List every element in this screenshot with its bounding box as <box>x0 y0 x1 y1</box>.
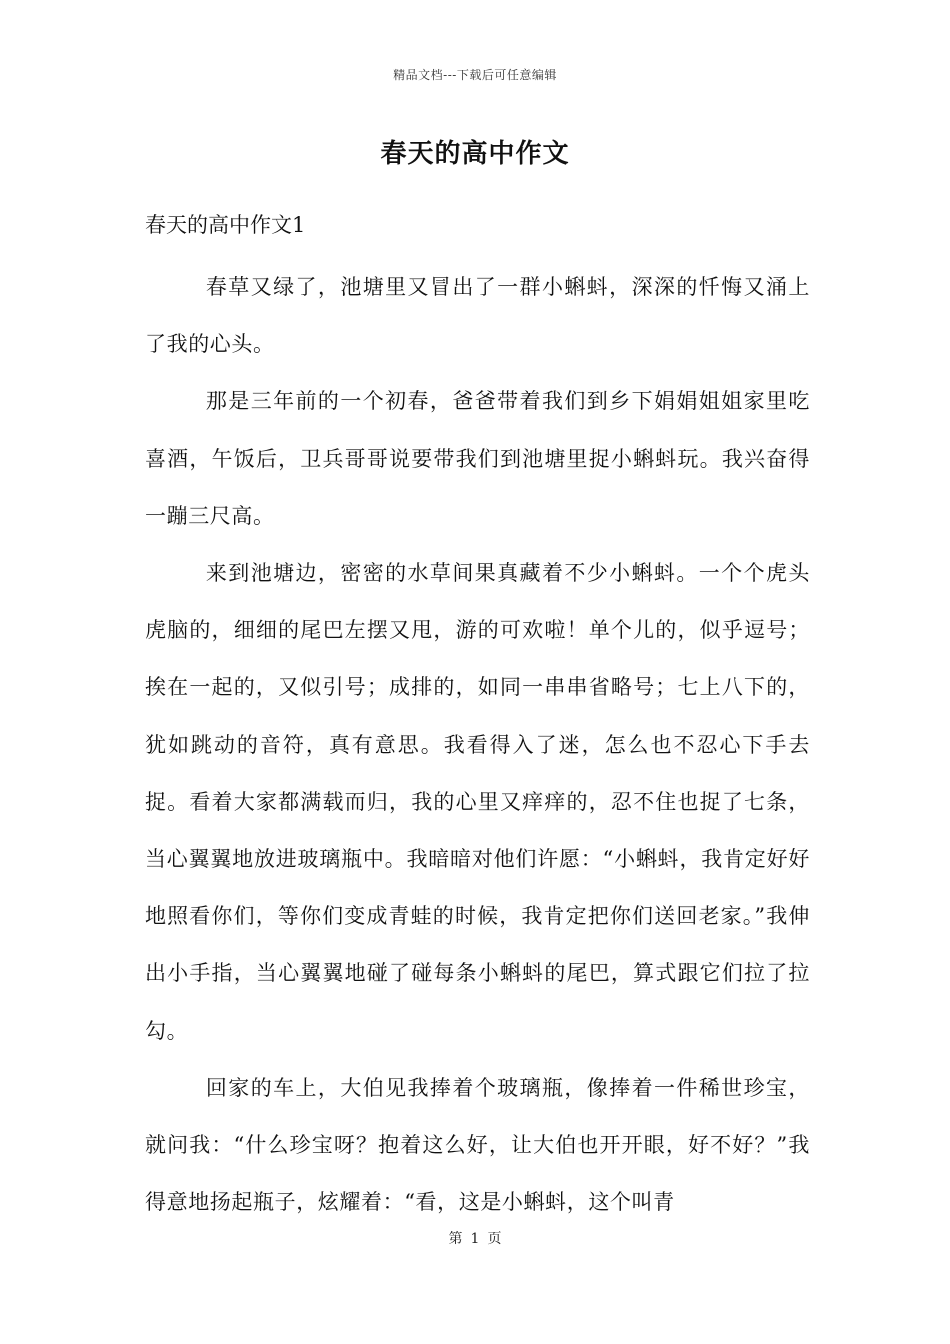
essay-body <box>145 259 810 1231</box>
document-title: 春天的高中作文 <box>380 139 570 169</box>
paragraph-2: 那是三年前的一个初春，爸爸带着我们到乡下娟娟姐姐家里吃喜酒，午饭后，卫兵哥哥说要带我们到池塘里捉小蝌蚪玩。我兴奋得一蹦三尺高。 <box>145 389 810 528</box>
page-footer <box>0 1228 950 1248</box>
page-footer-prefix: 第 <box>448 1231 463 1247</box>
page-number: 1 <box>470 1231 480 1247</box>
page-footer-suffix: 页 <box>487 1231 502 1247</box>
section-heading: 春天的高中作文1 <box>145 213 306 237</box>
paragraph-4: 回家的车上，大伯见我捧着个玻璃瓶，像捧着一件稀世珍宝，就问我：“什么珍宝呀？抱着这么好，让大伯也开开眼，好不好？”我得意地扬起瓶子，炫耀着：“看，这是小蝌蚪，这个叫青 <box>145 1075 810 1215</box>
header-note: 精品文档---下载后可任意编辑 <box>393 68 557 82</box>
paragraph-3: 来到池塘边，密密的水草间果真藏着不少小蝌蚪。一个个虎头虎脑的，细细的尾巴左摆又甩，游的可欢啦！单个儿的，似乎逗号；挨在一起的，又似引号；成排的，如同一串串省略号；七上八下的，犹如跳动的音符，真有意思。我看得入了迷，怎么也不忍心下手去捉。看着大家都满载而归，我的心里又痒痒的，忍不住也捉了七条，当心翼翼地放进玻璃瓶中。我暗暗对他们许愿：“小蝌蚪，我肯定好好地照看你们，等你们变成青蛙的时候，我肯定把你们送回老家。”我伸出小手指，当心翼翼地碰了碰每条小蝌蚪的尾巴，算式跟它们拉了拉勾。 <box>145 561 810 1043</box>
paragraph-1: 春草又绿了，池塘里又冒出了一群小蝌蚪，深深的忏悔又涌上了我的心头。 <box>145 275 810 357</box>
